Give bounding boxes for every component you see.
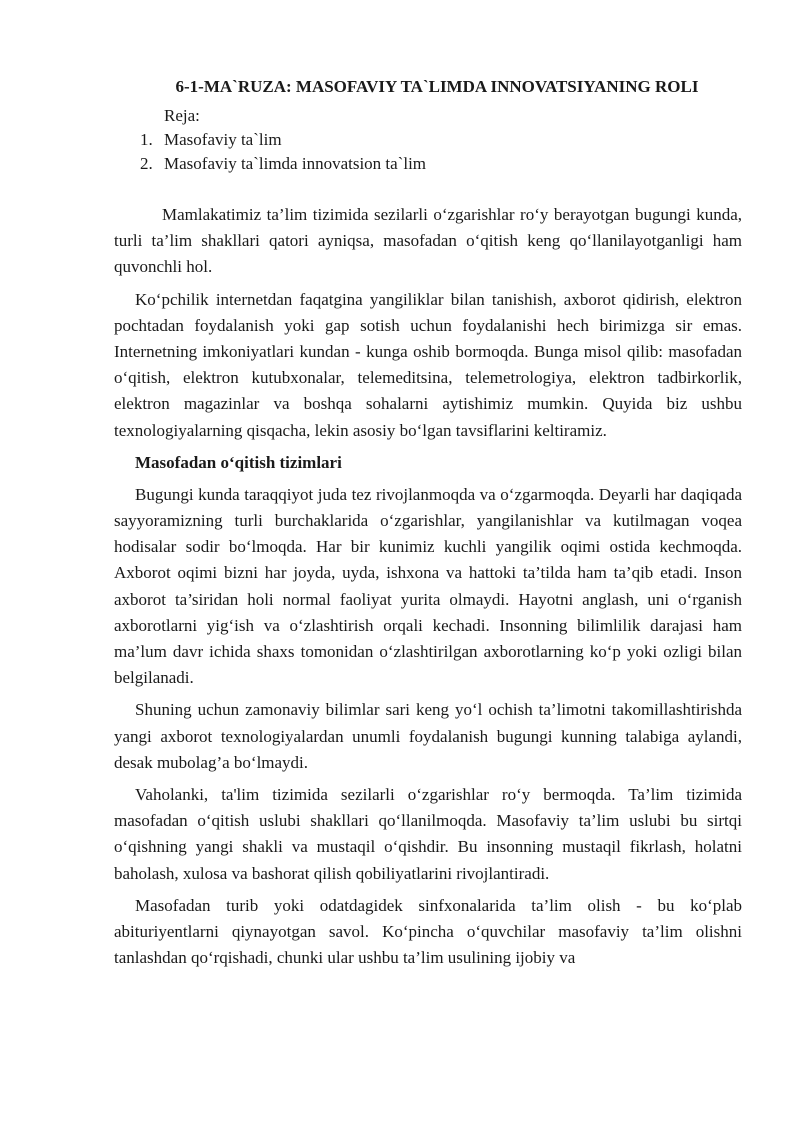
plan-item-number: 2.: [140, 154, 153, 173]
internet-paragraph: Ko‘pchilik internetdan faqatgina yangiliklar bilan tanishish, axborot qidirish, elektron pochtadan foydalanish yoki gap sotish uchun foydalanishi hech birimizga sir emas. Internetning imkoniyatlari kundan - kunga oshib bormoqda. Bunga misol qilib: masofadan o‘qitish, elektron kutubxonalar, telemeditsina, telemetrologiya, elektron tadbirkorlik, elektron magazinlar va boshqa sohalarni aytishimiz mumkin. Quyida biz ushbu texnologiyalarning qisqacha, lekin asosiy bo‘lgan tavsiflarini keltiramiz.: [114, 289, 742, 440]
section-paragraph: Masofadan turib yoki odatdagidek sinfxonalarida ta’lim olish - bu ko‘plab abituriyentlarni qiynayotgan savol. Ko‘pincha o‘quvchilar masofaviy ta’lim olishni tanlashdan qo‘rqishadi, chunki ular ushbu ta’lim usulining ijobiy va: [114, 895, 742, 968]
section-paragraph: Shuning uchun zamonaviy bilimlar sari keng yo‘l ochish ta’limotni takomillashtirishda yangi axborot texnologiyalardan unumli foydalanish bugungi kunning talabiga aylandi, desak mubolag’a bo‘lmaydi.: [114, 700, 742, 772]
section-heading: Masofadan o‘qitish tizimlari: [135, 452, 342, 472]
document-title: 6-1-MA`RUZA: MASOFAVIY TA`LIMDA INNOVATSIYANING ROLI: [175, 77, 699, 96]
plan-item: [114, 128, 742, 152]
plan-item: [114, 152, 742, 176]
document-page: [114, 76, 742, 977]
plan-item-number: 1.: [140, 130, 153, 149]
plan-item-text: Masofaviy ta`limda innovatsion ta`lim: [164, 154, 427, 173]
plan-label: Reja:: [164, 106, 200, 125]
intro-paragraph: Mamlakatimiz ta’lim tizimida sezilarli o‘zgarishlar ro‘y berayotgan bugungi kunda, turli ta’lim shakllari qatori ayniqsa, masofadan o‘qitish keng qo‘llanilayotganligi ham quvonchli hol.: [114, 205, 742, 277]
plan-item-text: Masofaviy ta`lim: [164, 130, 282, 149]
plan-list: [114, 128, 742, 176]
section-paragraph: Vaholanki, ta'lim tizimida sezilarli o‘zgarishlar ro‘y bermoqda. Ta’lim tizimida masofadan o‘qitish uslubi shakllari qo‘llanilmoqda. Masofaviy ta’lim uslubi bu sirtqi o‘qishning yangi shakli va mustaqil o‘qishdir. Bu insonning mustaqil fikrlash, holatni baholash, xulosa va bashorat qilish qobiliyatlarini rivojlantiradi.: [114, 785, 742, 883]
section-paragraph: Bugungi kunda taraqqiyot juda tez rivojlanmoqda va o‘zgarmoqda. Deyarli har daqiqada sayyoramizning turli burchaklarida o‘zgarishlar, yangilanishlar va kutilmagan voqea hodisalar sodir bo‘lmoqda. Har bir kunimiz kuchli yangilik oqimi ostida kechmoqda. Axborot oqimi bizni har joyda, uyda, ishxona va hattoki ta’tilda ham ta’qib etadi. Inson axborot ta’siridan holi normal faoliyat yurita olmaydi. Hayotni anglash, uni o‘rganish axborotlarni yig‘ish va o‘zlashtirish orqali kechadi. Insonning bilimlilik darajasi ham ma’lum davr ichida shaxs tomonidan o‘zlashtirilgan axborotlarning ko‘p yoki ozligi bilan belgilanadi.: [114, 484, 742, 688]
